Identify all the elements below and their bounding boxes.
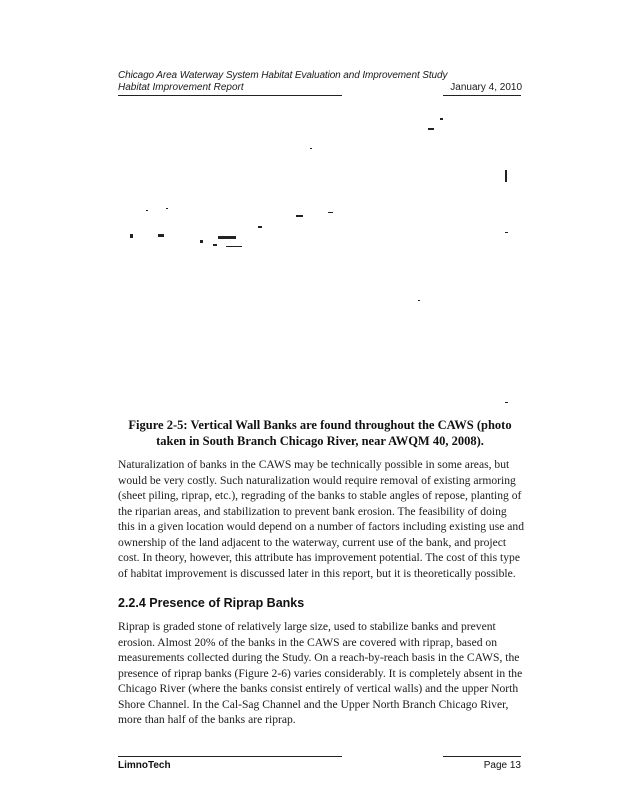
scan-speck: [328, 212, 333, 213]
footer-company: LimnoTech: [118, 760, 171, 771]
footer-rule-right: [443, 756, 521, 757]
footer-page-number: Page 13: [483, 760, 521, 771]
scan-speck: [505, 232, 508, 233]
scan-speck: [418, 300, 420, 301]
scan-speck: [226, 246, 242, 247]
section-heading: 2.2.4 Presence of Riprap Banks: [118, 596, 305, 610]
header-subtitle: Habitat Improvement Report: [118, 82, 244, 93]
body-paragraph: Naturalization of banks in the CAWS may be technically possible in some areas, but would be very costly. Such naturalization would require removal of existing armoring (sheet piling, riprap, etc.), regrading of the banks to stable angles of repose, planting of the riparian areas, and stabilization to prevent bank erosion. The feasibility of doing this in a given location would depend on a number of factors including existing use and ownership of the land adjacent to the waterway, current use of the bank, and project cost. In theory, however, this attribute has improvement potential. The cost of this type of habitat improvement is discussed later in this report, but it is theoretically possible.: [118, 458, 525, 580]
scan-speck: [505, 170, 507, 182]
body-paragraph: Riprap is graded stone of relatively large size, used to stabilize banks and prevent erosion. Almost 20% of the banks in the CAWS are covered with riprap, based on measurements collected during the Study. On a reach-by-reach basis in the CAWS, the presence of riprap banks (Figure 2-6) varies considerably. It is completely absent in the Chicago River (where the banks consist entirely of vertical walls) and the upper North Shore Channel. In the Cal-Sag Channel and the Upper North Branch Chicago River, more than half of the banks are riprap.: [118, 620, 523, 726]
scan-speck: [505, 402, 508, 403]
scan-speck: [146, 210, 148, 211]
scan-speck: [258, 226, 262, 228]
header-date: January 4, 2010: [450, 82, 522, 93]
scan-speck: [218, 236, 236, 239]
scan-speck: [296, 215, 303, 217]
figure-caption: Figure 2-5: Vertical Wall Banks are found throughout the CAWS (photo taken in South Branch Chicago River, near AWQM 40, 2008).: [128, 418, 512, 448]
scan-speck: [213, 244, 217, 246]
scan-speck: [310, 148, 312, 149]
scan-speck: [166, 208, 168, 209]
figure-photo: [118, 110, 522, 410]
header-title: Chicago Area Waterway System Habitat Evaluation and Improvement Study: [118, 70, 448, 81]
footer-rule-left: [118, 756, 342, 757]
scan-speck: [440, 118, 443, 120]
header-rule-left: [118, 95, 342, 96]
scan-speck: [158, 234, 164, 237]
scan-speck: [130, 234, 133, 238]
scan-speck: [200, 240, 203, 243]
scan-speck: [428, 128, 434, 130]
header-rule-right: [443, 95, 521, 96]
